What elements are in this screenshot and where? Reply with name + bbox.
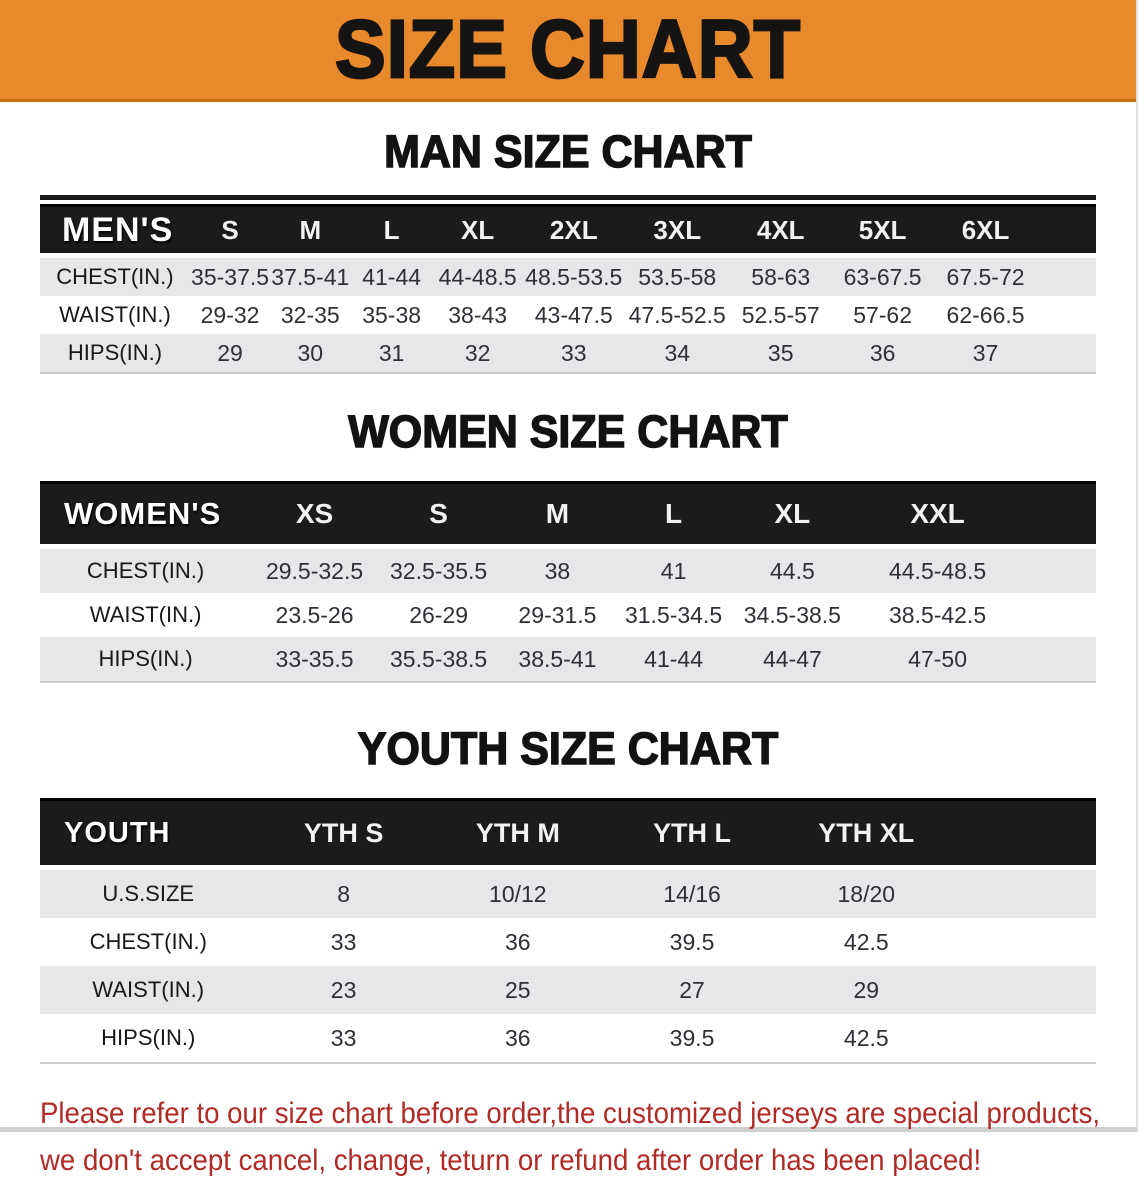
table-row [40,966,1096,1014]
size-cell: 33-35.5 [251,637,378,682]
section-heading-man [0,102,1136,195]
youth-size-table [40,798,1096,1064]
size-cell: 38-43 [433,296,523,334]
size-column-header: 3XL [625,206,730,256]
table-header-row [40,800,1096,868]
table-row [40,868,1096,919]
size-cell: 57-62 [832,296,933,334]
size-column-header: XL [732,483,853,547]
row-filler-cell [1022,637,1096,682]
size-cell: 42.5 [779,1014,953,1063]
size-column-header: YTH S [256,800,430,868]
size-cell: 35-37.5 [190,256,270,297]
size-cell: 52.5-57 [730,296,832,334]
size-column-header: L [616,483,732,547]
table-corner-label: YOUTH [40,800,256,868]
size-cell: 36 [832,334,933,373]
size-cell: 29-32 [190,296,270,334]
row-label: HIPS(IN.) [40,637,251,682]
header-filler-cell [953,800,1096,868]
page-title: SIZE CHART [335,3,801,96]
table-row [40,547,1096,594]
size-cell: 67.5-72 [933,256,1038,297]
size-cell: 41-44 [350,256,432,297]
size-cell: 32-35 [270,296,350,334]
row-filler-cell [1038,296,1096,334]
size-cell: 44.5-48.5 [853,547,1022,594]
size-column-header: XXL [853,483,1022,547]
size-column-header: YTH L [605,800,779,868]
row-filler-cell [1038,256,1096,297]
row-label: WAIST(IN.) [40,593,251,637]
size-cell: 29-31.5 [499,593,615,637]
size-column-header: YTH M [431,800,605,868]
table-row [40,637,1096,682]
size-cell: 29 [779,966,953,1014]
size-cell: 39.5 [605,918,779,966]
size-cell: 34.5-38.5 [732,593,853,637]
size-table [40,481,1096,683]
size-cell: 36 [431,1014,605,1063]
size-column-header: YTH XL [779,800,953,868]
table-row [40,334,1096,373]
table-corner-label: WOMEN'S [40,483,251,547]
size-cell: 39.5 [605,1014,779,1063]
size-cell: 25 [431,966,605,1014]
table-row [40,918,1096,966]
size-table [40,204,1096,374]
section-heading-women [0,374,1136,481]
row-label: U.S.SIZE [40,868,256,919]
size-cell: 27 [605,966,779,1014]
size-cell: 37.5-41 [270,256,350,297]
table-row [40,1014,1096,1063]
size-cell: 41 [616,547,732,594]
table-header-row [40,483,1096,547]
size-column-header: L [350,206,432,256]
banner [0,0,1136,102]
size-cell: 26-29 [378,593,499,637]
row-filler-cell [1038,334,1096,373]
size-cell: 62-66.5 [933,296,1038,334]
table-row [40,296,1096,334]
size-cell: 33 [256,918,430,966]
size-cell: 23 [256,966,430,1014]
row-label: WAIST(IN.) [40,966,256,1014]
womens-size-table [40,481,1096,683]
row-filler-cell [953,868,1096,919]
size-cell: 58-63 [730,256,832,297]
size-cell: 33 [256,1014,430,1063]
size-cell: 53.5-58 [625,256,730,297]
youth-size-chart-title: YOUTH SIZE CHART [357,723,779,775]
order-policy-note [40,1090,1101,1184]
size-cell: 23.5-26 [251,593,378,637]
size-cell: 33 [523,334,625,373]
size-column-header: XS [251,483,378,547]
size-cell: 31.5-34.5 [616,593,732,637]
size-column-header: 4XL [730,206,832,256]
order-policy-note-line2: we don't accept cancel, change, teturn or refund after order has been placed! [40,1144,982,1177]
size-cell: 44-48.5 [433,256,523,297]
size-column-header: S [190,206,270,256]
size-cell: 43-47.5 [523,296,625,334]
table-header-row [40,206,1096,256]
size-column-header: S [378,483,499,547]
size-cell: 35-38 [350,296,432,334]
size-cell: 35.5-38.5 [378,637,499,682]
size-cell: 34 [625,334,730,373]
size-cell: 63-67.5 [832,256,933,297]
row-filler-cell [1022,547,1096,594]
row-label: WAIST(IN.) [40,296,190,334]
size-column-header: M [499,483,615,547]
size-cell: 10/12 [431,868,605,919]
size-column-header: XL [433,206,523,256]
size-column-header: 2XL [523,206,625,256]
table-corner-label: MEN'S [40,206,190,256]
size-cell: 44.5 [732,547,853,594]
size-cell: 35 [730,334,832,373]
row-filler-cell [953,1014,1096,1063]
size-cell: 38.5-42.5 [853,593,1022,637]
size-cell: 18/20 [779,868,953,919]
row-filler-cell [953,966,1096,1014]
row-label: HIPS(IN.) [40,1014,256,1063]
header-filler-cell [1038,206,1096,256]
size-cell: 14/16 [605,868,779,919]
size-cell: 29.5-32.5 [251,547,378,594]
women-size-chart-title: WOMEN SIZE CHART [348,406,788,458]
row-label: CHEST(IN.) [40,256,190,297]
size-column-header: 5XL [832,206,933,256]
size-cell: 42.5 [779,918,953,966]
size-cell: 48.5-53.5 [523,256,625,297]
size-cell: 47-50 [853,637,1022,682]
size-cell: 38 [499,547,615,594]
row-label: HIPS(IN.) [40,334,190,373]
size-cell: 38.5-41 [499,637,615,682]
size-cell: 44-47 [732,637,853,682]
table-row [40,256,1096,297]
row-label: CHEST(IN.) [40,918,256,966]
size-table [40,798,1096,1064]
size-cell: 47.5-52.5 [625,296,730,334]
table-row [40,593,1096,637]
header-filler-cell [1022,483,1096,547]
size-cell: 37 [933,334,1038,373]
mens-size-table [40,195,1096,374]
size-cell: 32.5-35.5 [378,547,499,594]
size-cell: 41-44 [616,637,732,682]
size-cell: 31 [350,334,432,373]
section-heading-youth [0,683,1136,798]
row-label: CHEST(IN.) [40,547,251,594]
row-filler-cell [953,918,1096,966]
row-filler-cell [1022,593,1096,637]
size-column-header: 6XL [933,206,1038,256]
size-cell: 29 [190,334,270,373]
size-cell: 8 [256,868,430,919]
man-size-chart-title: MAN SIZE CHART [384,126,752,178]
table-top-divider [40,195,1096,200]
size-cell: 32 [433,334,523,373]
size-cell: 30 [270,334,350,373]
size-column-header: M [270,206,350,256]
order-policy-note-line1: Please refer to our size chart before order,the customized jerseys are special products, [40,1097,1101,1130]
size-cell: 36 [431,918,605,966]
